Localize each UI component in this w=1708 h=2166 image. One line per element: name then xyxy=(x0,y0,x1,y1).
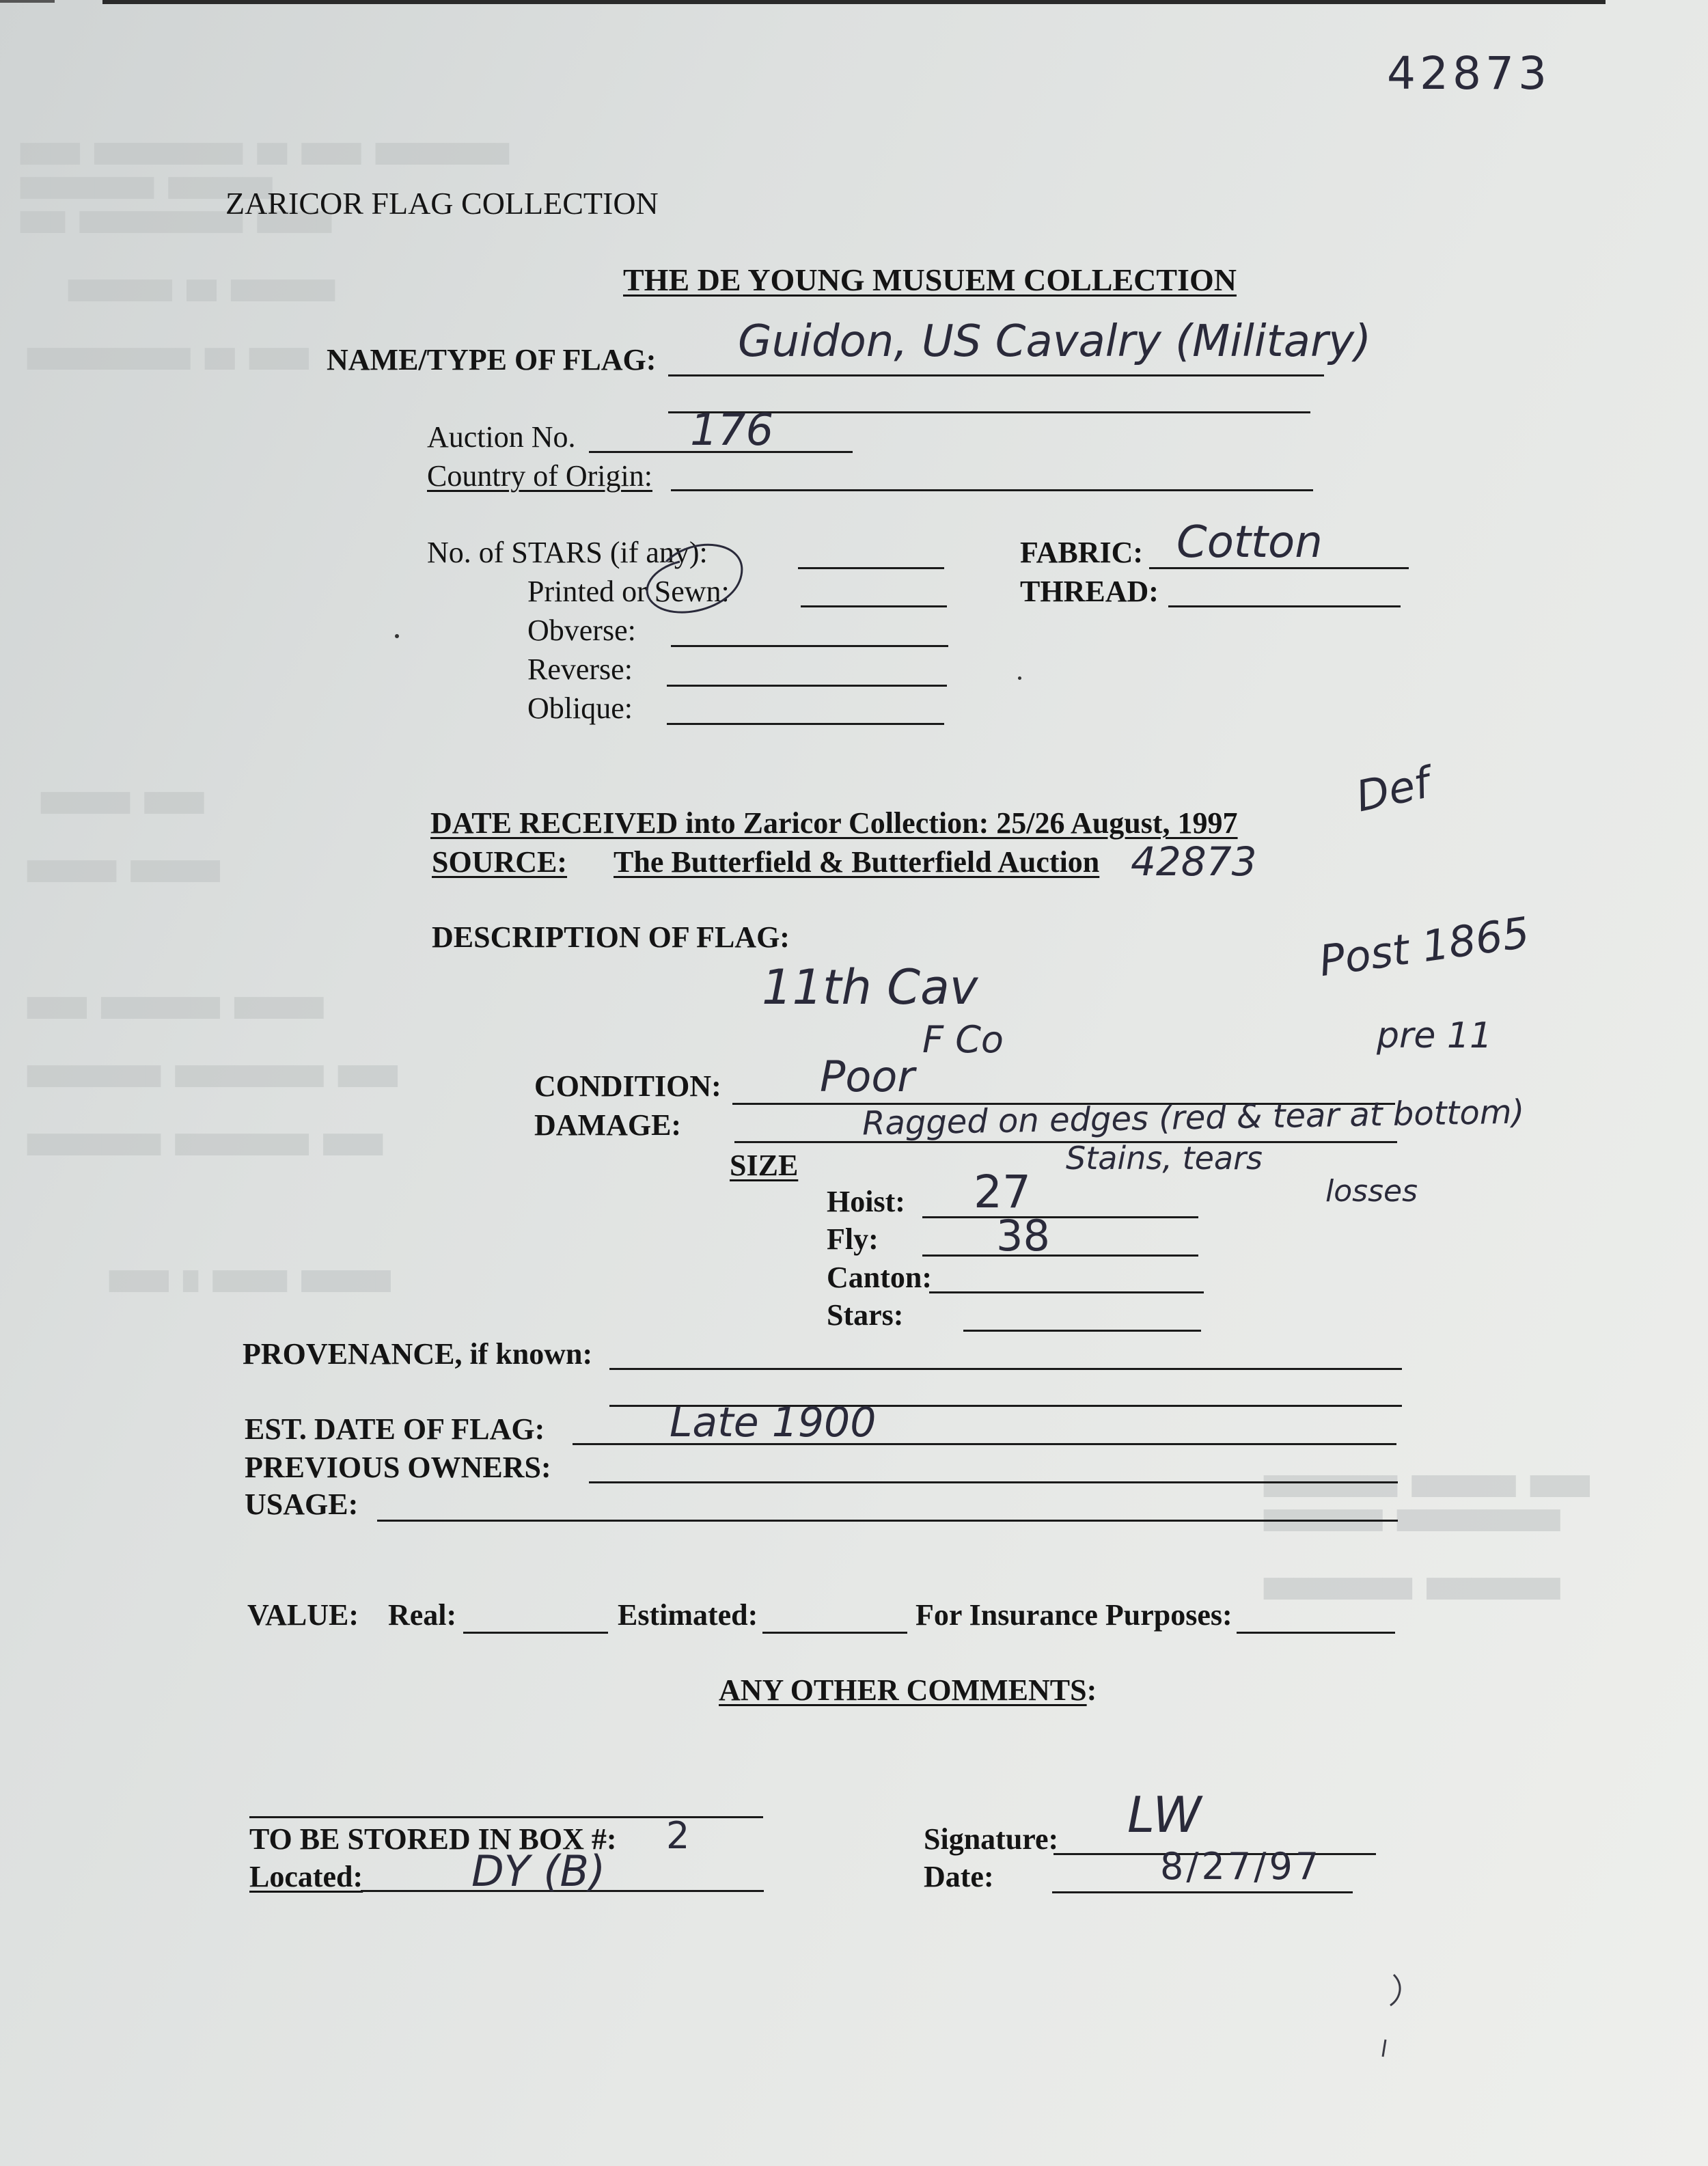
box-value[interactable]: 2 xyxy=(666,1814,690,1857)
name-type-value[interactable]: Guidon, US Cavalry (Military) xyxy=(738,316,1372,367)
usage-label: USAGE: xyxy=(245,1488,359,1521)
thread-label: THREAD: xyxy=(1020,575,1159,608)
estimated-field[interactable] xyxy=(762,1632,907,1634)
page-edge-mark xyxy=(0,0,55,3)
comments-label: ANY OTHER COMMENTS xyxy=(719,1673,1087,1707)
hoist-label: Hoist: xyxy=(827,1185,905,1218)
auction-no-value[interactable]: 176 xyxy=(690,405,774,456)
reverse-field[interactable] xyxy=(667,685,947,687)
stars-label: No. of STARS (if any): xyxy=(427,536,708,569)
real-field[interactable] xyxy=(463,1632,608,1634)
fly-label: Fly: xyxy=(827,1222,879,1256)
signature-value[interactable]: LW xyxy=(1127,1786,1202,1843)
size-label: SIZE xyxy=(730,1149,799,1182)
thread-field[interactable] xyxy=(1168,605,1401,607)
located-label: Located: xyxy=(249,1860,363,1893)
fabric-label: FABRIC: xyxy=(1020,536,1144,569)
document-subtitle: THE DE YOUNG MUSUEM COLLECTION xyxy=(623,262,1237,297)
comments-colon: : xyxy=(1086,1673,1097,1707)
fly-value[interactable]: 38 xyxy=(996,1211,1050,1261)
previous-owners-label: PREVIOUS OWNERS: xyxy=(245,1451,551,1484)
country-of-origin-field[interactable] xyxy=(671,489,1313,491)
usage-field[interactable] xyxy=(377,1520,1398,1522)
signature-label: Signature: xyxy=(924,1822,1059,1856)
date-received-label: DATE RECEIVED into Zaricor Collection: 25/26 August, 1997 xyxy=(430,806,1238,840)
provenance-label: PROVENANCE, if known: xyxy=(243,1337,593,1371)
estimated-label: Estimated: xyxy=(618,1598,758,1632)
oblique-field[interactable] xyxy=(667,723,944,725)
date-label: Date: xyxy=(924,1860,994,1893)
condition-label: CONDITION: xyxy=(534,1069,721,1103)
description-line-2[interactable]: F Co xyxy=(922,1018,1004,1061)
est-date-value[interactable]: Late 1900 xyxy=(670,1399,877,1447)
printed-sewn-field[interactable] xyxy=(801,605,947,607)
obverse-field[interactable] xyxy=(671,645,948,647)
description-label: DESCRIPTION OF FLAG: xyxy=(432,920,790,954)
margin-note-def: Def xyxy=(1351,757,1435,822)
stray-dot xyxy=(1018,676,1021,680)
source-value: The Butterfield & Butterfield Auction xyxy=(614,845,1100,879)
description-line-1[interactable]: 11th Cav xyxy=(762,959,978,1015)
stars-field[interactable] xyxy=(798,567,944,569)
stars-size-label: Stars: xyxy=(827,1298,904,1332)
country-of-origin-label: Country of Origin: xyxy=(427,459,652,493)
previous-owners-field[interactable] xyxy=(589,1481,1398,1483)
stray-dot xyxy=(395,634,399,638)
source-handwritten-number: 42873 xyxy=(1131,838,1257,885)
source-label: SOURCE: xyxy=(432,845,568,879)
name-type-label: NAME/TYPE OF FLAG: xyxy=(327,343,657,376)
oblique-label: Oblique: xyxy=(527,691,633,725)
located-value[interactable]: DY (B) xyxy=(471,1846,606,1896)
fabric-value[interactable]: Cotton xyxy=(1176,517,1323,568)
sewn-circle-mark xyxy=(639,534,762,630)
date-underline xyxy=(1052,1891,1353,1893)
pen-mark xyxy=(1373,1971,1414,2060)
real-label: Real: xyxy=(388,1598,457,1632)
damage-line-1[interactable]: Ragged on edges (red & tear at bottom) xyxy=(862,1093,1525,1143)
printed-sewn-label: Printed or Sewn: xyxy=(527,575,730,608)
margin-note-pre: pre 11 xyxy=(1377,1015,1493,1056)
obverse-label: Obverse: xyxy=(527,614,636,647)
condition-value[interactable]: Poor xyxy=(820,1052,915,1101)
insurance-label: For Insurance Purposes: xyxy=(915,1598,1232,1632)
value-label: VALUE: xyxy=(247,1598,359,1632)
page-top-edge xyxy=(102,0,1606,4)
canton-field[interactable] xyxy=(929,1291,1204,1293)
est-date-label: EST. DATE OF FLAG: xyxy=(245,1412,545,1446)
insurance-field[interactable] xyxy=(1237,1632,1395,1634)
fly-underline xyxy=(922,1255,1198,1257)
damage-label: DAMAGE: xyxy=(534,1108,682,1142)
canton-label: Canton: xyxy=(827,1261,933,1294)
name-type-underline xyxy=(668,374,1324,376)
provenance-field[interactable] xyxy=(609,1368,1402,1370)
comments-heading xyxy=(719,1675,1097,1705)
margin-note-post: Post 1865 xyxy=(1316,907,1532,987)
collection-title: ZARICOR FLAG COLLECTION xyxy=(225,186,659,221)
date-value[interactable]: 8/27/97 xyxy=(1160,1845,1322,1888)
hoist-value[interactable]: 27 xyxy=(974,1166,1031,1218)
stars-size-field[interactable] xyxy=(963,1330,1201,1332)
damage-line-3[interactable]: losses xyxy=(1325,1174,1418,1209)
auction-no-label: Auction No. xyxy=(427,420,576,454)
damage-line-2[interactable]: Stains, tears xyxy=(1066,1140,1263,1177)
reverse-label: Reverse: xyxy=(527,653,633,686)
record-number: 42873 xyxy=(1387,47,1551,100)
hoist-underline xyxy=(922,1216,1198,1218)
box-label: TO BE STORED IN BOX #: xyxy=(249,1822,617,1856)
